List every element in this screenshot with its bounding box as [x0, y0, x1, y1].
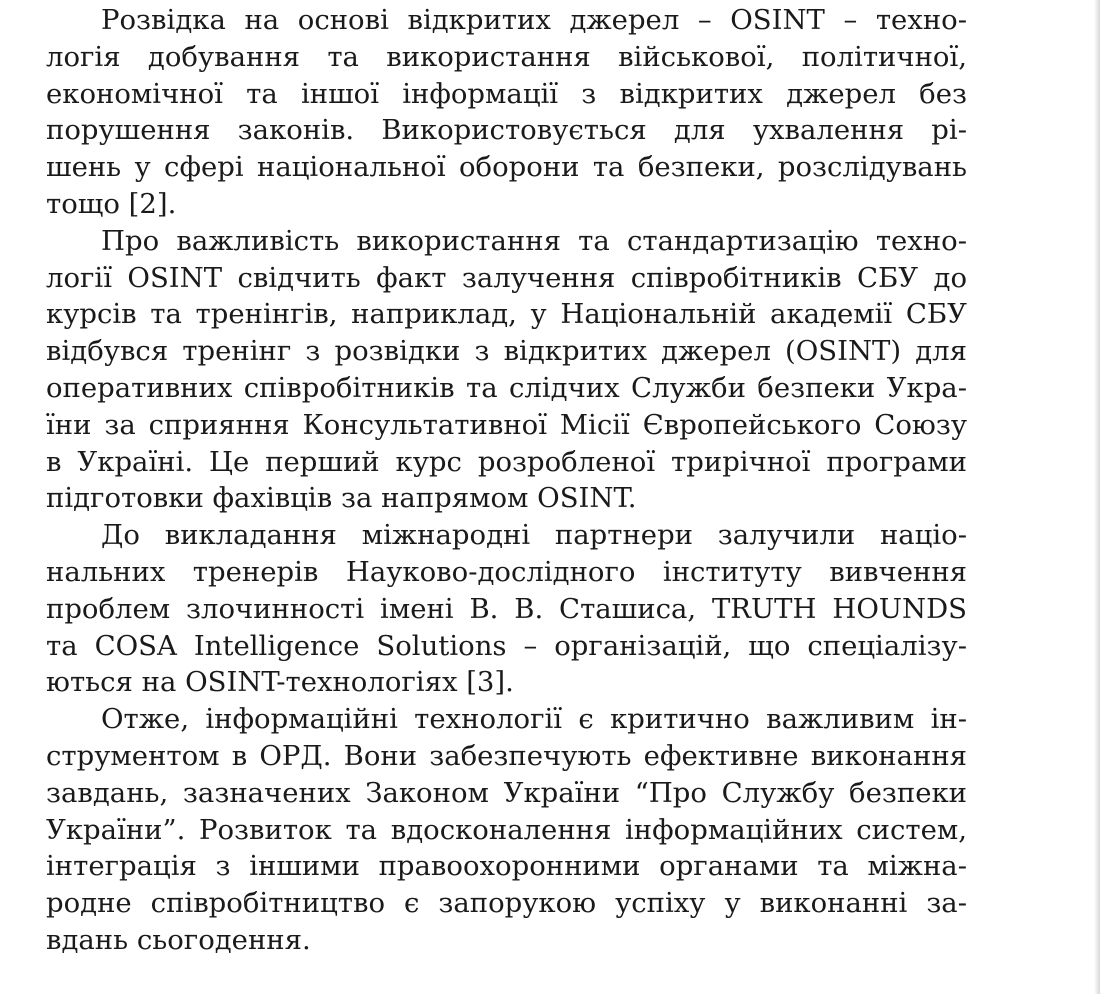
- text-line: логія добування та використання військової, політичної,: [46, 40, 967, 73]
- text-line: Отже, інформаційні технології є критично важливим ін-: [101, 703, 967, 736]
- text-line: оперативних співробітників та слідчих Служби безпеки Укра-: [46, 371, 967, 404]
- text-line: інтеграція з іншими правоохоронними органами та міжна-: [46, 850, 967, 883]
- text-line: нальних тренерів Науково-дослідного інституту вивчення: [46, 555, 967, 588]
- text-line: Про важливість використання та стандартизацію техно-: [101, 224, 967, 257]
- text-line: в Україні. Це перший курс розробленої трирічної програми: [46, 445, 967, 478]
- text-line: вдань сьогодення.: [46, 923, 311, 956]
- text-line: завдань, зазначених Законом України “Про Службу безпеки: [46, 776, 967, 809]
- text-line: струментом в ОРД. Вони забезпечують ефективне виконання: [46, 739, 967, 772]
- text-line: їни за сприяння Консультативної Місії Європейського Союзу: [46, 408, 967, 441]
- text-line: шень у сфері національної оборони та безпеки, розслідувань: [46, 151, 967, 184]
- text-line: курсів та тренінгів, наприклад, у Національній академії СБУ: [46, 298, 967, 331]
- text-line: України”. Розвиток та вдосконалення інформаційних систем,: [46, 813, 967, 846]
- text-line: родне співробітництво є запорукою успіху у виконанні за-: [46, 887, 967, 920]
- text-line: проблем злочинності імені В. В. Сташиса, TRUTH HOUNDS: [46, 592, 967, 625]
- text-line: Розвідка на основі відкритих джерел – OSINT – техно-: [101, 4, 967, 36]
- paragraph-osint-training: [46, 223, 967, 517]
- text-line: До викладання міжнародні партнери залучили націо-: [101, 519, 967, 552]
- text-line: підготовки фахівців за напрямом OSINT.: [46, 482, 637, 515]
- text-line: логії OSINT свідчить факт залучення співробітників СБУ до: [46, 261, 967, 294]
- paragraph-international-partners: [46, 517, 967, 701]
- paragraph-conclusion: [46, 701, 967, 959]
- paragraph-osint-definition: [46, 0, 967, 223]
- text-line: відбувся тренінг з розвідки з відкритих джерел (OSINT) для: [46, 335, 967, 368]
- document-page: [46, 0, 967, 959]
- page-edge-shadow: [1094, 0, 1100, 994]
- text-line: економічної та іншої інформації з відкритих джерел без: [46, 77, 967, 110]
- text-line: тощо [2].: [46, 187, 177, 220]
- text-line: ються на OSINT-технологіях [3].: [46, 666, 514, 699]
- text-line: та COSA Intelligence Solutions – організацій, що спеціалізу-: [46, 629, 967, 662]
- text-line: порушення законів. Використовується для ухвалення рі-: [46, 114, 967, 147]
